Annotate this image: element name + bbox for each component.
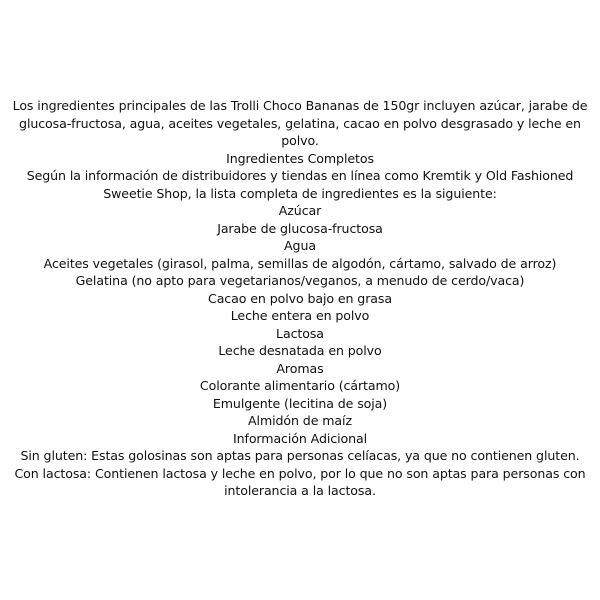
ingredient-item: Lactosa	[276, 325, 324, 341]
ingredient-item: Aromas	[276, 360, 324, 376]
ingredient-item: Emulgente (lecitina de soja)	[212, 395, 388, 411]
lactose-note: Con lactosa: Contienen lactosa y leche en polvo, por lo que no son aptas para personas con intolerancia a la lactosa.	[14, 465, 586, 498]
ingredient-item: Aceites vegetales (girasol, palma, semillas de algodón, cártamo, salvado de arroz)	[43, 255, 557, 271]
ingredient-item: Almidón de maíz	[248, 413, 352, 428]
heading-additional-info: Información Adicional	[232, 430, 367, 446]
ingredient-item: Agua	[284, 238, 316, 253]
ingredient-item: Jarabe de glucosa-fructosa	[217, 220, 383, 236]
ingredient-item: Leche desnatada en polvo	[218, 343, 382, 358]
gluten-note: Sin gluten: Estas golosinas son aptas para personas celíacas, ya que no contienen gluten.	[20, 448, 580, 463]
ingredient-item: Gelatina (no apto para vegetarianos/veganos, a menudo de cerdo/vaca)	[75, 273, 525, 288]
ingredient-item: Cacao en polvo bajo en grasa	[208, 290, 392, 306]
ingredient-item: Azúcar	[278, 203, 322, 218]
ingredient-item: Colorante alimentario (cártamo)	[199, 378, 401, 393]
source-note-paragraph: Según la información de distribuidores y tiendas en línea como Kremtik y Old Fashioned Sweetie Shop, la lista completa de ingredientes es la siguiente:	[26, 168, 574, 201]
intro-paragraph: Los ingredientes principales de las Trolli Choco Bananas de 150gr incluyen azúcar, jarabe de glucosa-fructosa, agua, aceites vegetales, gelatina, cacao en polvo desgrasado y leche en polvo.	[12, 98, 588, 148]
document-body	[0, 97, 600, 500]
ingredient-item: Leche entera en polvo	[230, 308, 370, 323]
heading-ingredients-full: Ingredientes Completos	[226, 150, 374, 166]
